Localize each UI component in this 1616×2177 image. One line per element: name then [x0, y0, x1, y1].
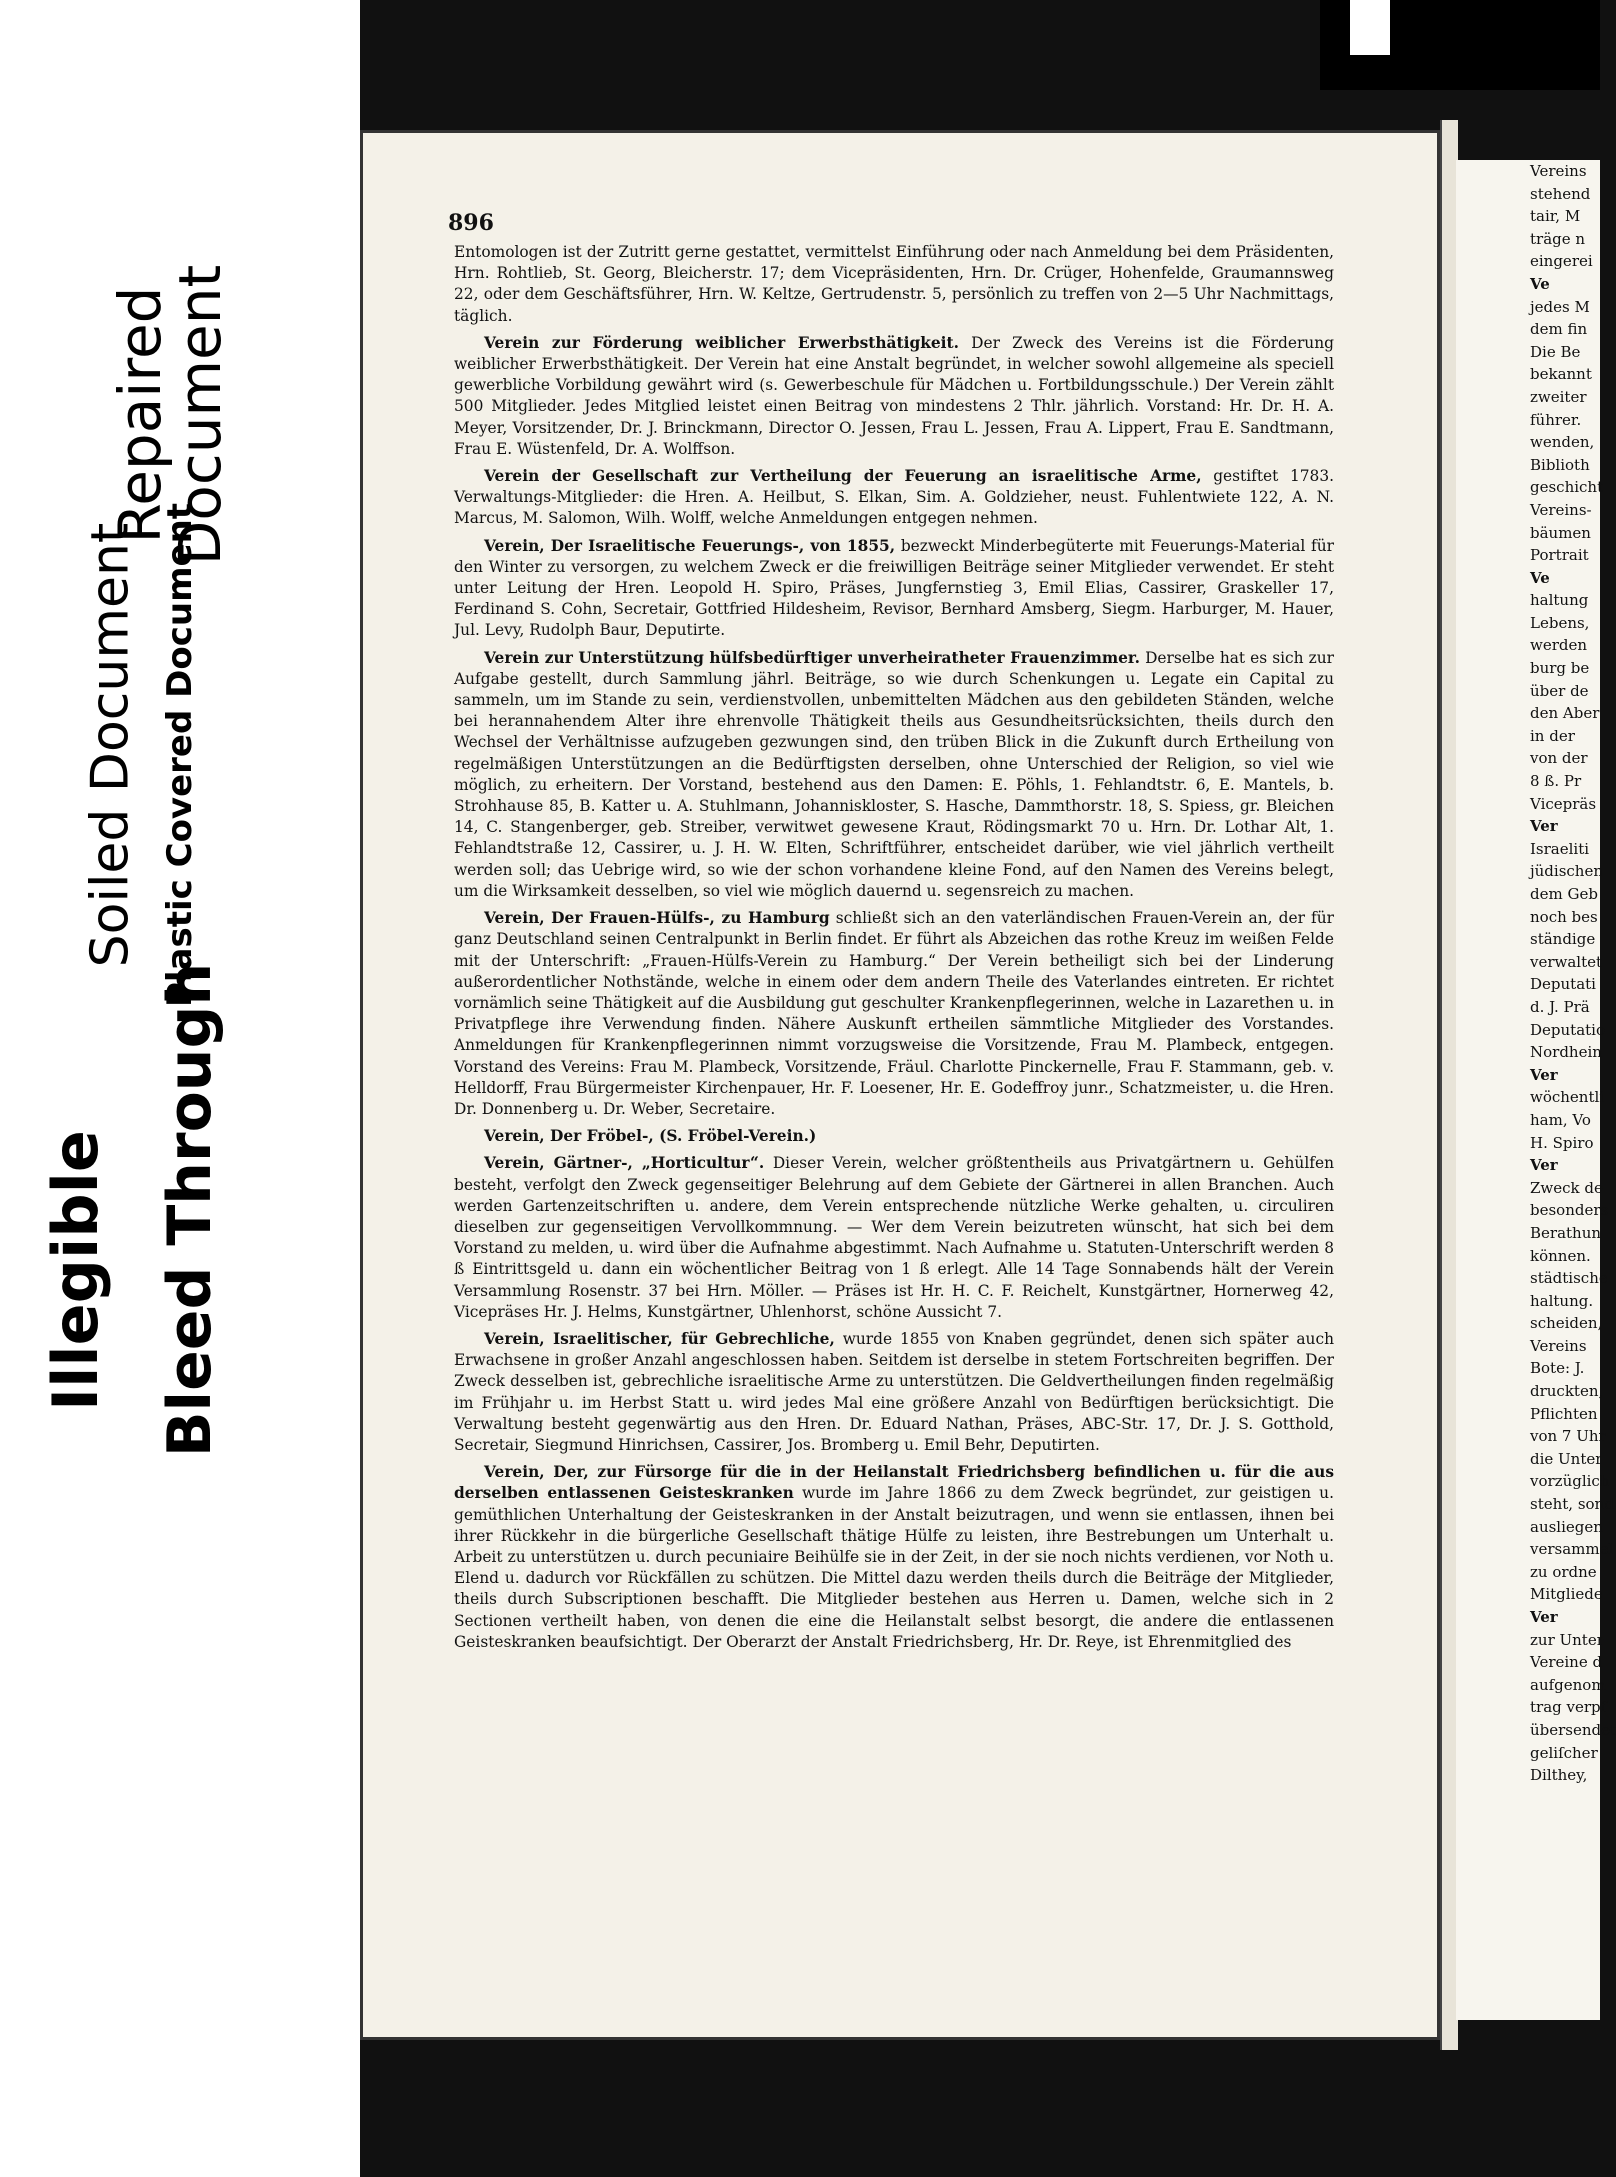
- paragraph-heading: Verein, Der, zur Fürsorge für die in der Heilanstalt Friedrichsberg befindlichen u. für die aus derselben entlassenen Geisteskranken: [454, 1463, 1334, 1503]
- right-page-line: Ve: [1530, 274, 1550, 293]
- right-page-line: bäumen: [1530, 523, 1591, 542]
- right-page-line: 8 ß. Pr: [1530, 772, 1582, 791]
- right-page-line: Vereins-: [1530, 500, 1592, 519]
- paragraph-text: Entomologen ist der Zutritt gerne gestattet, vermittelst Einführung oder nach Anmeldung bei dem Präsidenten, Hrn. Rohtlieb, St. Georg, Bleicherstr. 17; dem Vicepräsidenten, Hrn. Dr. Crüger, Hohenfelde, Graumannsweg 22, oder dem Geschäftsführer, Hrn. W. Keltze, Gertrudenstr. 5, persönlich zu treffen von 2—5 Uhr Nachmittags, täglich.: [454, 243, 1334, 325]
- right-page-line: H. Spiro: [1530, 1133, 1594, 1152]
- right-page-line: Vereins: [1530, 162, 1587, 180]
- paragraph-text: wurde 1855 von Knaben gegründet, denen sich später auch Erwachsene in großer Anzahl angeschlossen haben. Seitdem ist derselbe in stetem Fortschreiten begriffen. Der Zweck desselben ist, gebrechliche israelitische Arme zu unterstützen. Die Geldvertheilungen finden regelmäßig im Frühjahr u. im Herbst Statt u. wird jedes Mal eine größere Anzahl von Bedürftigen berücksichtigt. Die Verwaltung besteht gegenwärtig aus den Hren. Dr. Eduard Nathan, Präses, ABC-Str. 17, Dr. J. S. Gotthold, Secretair, Siegmund Hinrichsen, Cassirer, Jos. Bromberg u. Emil Behr, Deputirten.: [454, 1329, 1335, 1454]
- right-page-line: geliſcher: [1530, 1743, 1598, 1762]
- right-page-line: von der: [1530, 749, 1588, 768]
- right-page-line: Bote: J.: [1530, 1359, 1585, 1378]
- right-page-line: dem Geb: [1530, 885, 1598, 903]
- label-soiled-document: Soiled Document: [80, 522, 141, 968]
- right-page-line: besonders: [1530, 1201, 1609, 1220]
- paragraph: [454, 648, 1334, 902]
- right-page-line: zweiter: [1530, 387, 1587, 406]
- right-page-line: druckten,: [1530, 1382, 1604, 1401]
- right-page-line: Vereins: [1530, 1336, 1587, 1355]
- right-page-line: burg be: [1530, 659, 1590, 678]
- right-page-line: scheiden,: [1530, 1314, 1603, 1333]
- paragraph-heading: Verein, Gärtner-, „Horticultur“.: [484, 1154, 765, 1173]
- right-page-line: zu ordne: [1530, 1562, 1597, 1581]
- right-page-line: Vicepräs: [1530, 794, 1597, 813]
- label-bleed-through: Bleed Through: [155, 962, 226, 1458]
- right-page-line: geschicht: [1530, 478, 1604, 497]
- right-page-line: wöchentli: [1530, 1088, 1605, 1107]
- paragraph-heading: Verein, Der Frauen-Hülfs-, zu Hamburg: [484, 909, 830, 928]
- page-text: [454, 242, 1334, 1659]
- paragraph: [454, 466, 1334, 530]
- paragraph-text: gestiftet 1783. Verwaltungs-Mitglieder: die Hren. A. Heilbut, S. Elkan, Sim. A. Goldzieher, neust. Fuhlentwiete 122, A. N. Marcus, M. Salomon, Wilh. Wolff, welche Anmeldungen entgegen nehmen.: [454, 467, 1335, 528]
- right-page-line: Biblioth: [1530, 455, 1590, 474]
- right-page-line: dem fin: [1530, 320, 1588, 339]
- label-plastic-covered-document: Plastic Covered Document: [160, 502, 201, 1008]
- scan-white-notch: [1350, 0, 1390, 55]
- right-page-line: Berathun: [1530, 1223, 1602, 1242]
- right-page-line: zur Unter: [1530, 1630, 1604, 1649]
- right-page-fragment: [1456, 160, 1616, 2020]
- right-page-line: steht, sond: [1530, 1495, 1614, 1514]
- right-page-line: von 7 Uhr: [1530, 1427, 1606, 1446]
- right-page-line: Portrait: [1530, 546, 1589, 565]
- page-number: 896: [448, 210, 494, 236]
- right-page-line: versammel: [1530, 1540, 1614, 1559]
- paragraph: [454, 242, 1334, 327]
- right-page-line: jüdischen: [1530, 862, 1604, 881]
- paragraph-text: Dieser Verein, welcher größtentheils aus Privatgärtnern u. Gehülfen besteht, verfolgt den Zweck gegenseitiger Belehrung auf dem Gebiete der Gärtnerei in allen Branchen. Auch werden Gartenzeitschriften u. andere, dem Verein entsprechende nützliche Werke gehalten, u. circuliren dieselben zur gegenseitigen Vervollkommnung. — Wer dem Verein beizutreten wünscht, hat sich bei dem Vorstand zu melden, u. wird über die Aufnahme abgestimmt. Nach Aufnahme u. Statuten-Unterschrift werden 8 ß Eintrittsgeld u. dann ein wöchentlicher Beitrag von 1 ß erlegt. Alle 14 Tage Sonnabends hält der Verein Versammlung Rosenstr. 37 bei Hrn. Möller. — Präses ist Hr. H. C. F. Reichelt, Kunstgärtner, Hornerweg 42, Vicepräses Hr. J. Helms, Kunstgärtner, Uhlenhorst, schöne Aussicht 7.: [454, 1154, 1334, 1321]
- right-page-line: eingerei: [1530, 252, 1593, 271]
- paragraph: [454, 1462, 1334, 1653]
- right-page-line: Vereine d: [1530, 1653, 1603, 1672]
- right-page-line: Nordhein: [1530, 1043, 1602, 1062]
- right-page-line: übersendet: [1530, 1720, 1616, 1739]
- right-page-line: verwaltet: [1530, 952, 1603, 971]
- right-page-line: Deputatio: [1530, 1020, 1605, 1039]
- right-page-line: den Aber: [1530, 704, 1600, 723]
- right-page-line: Deputati: [1530, 975, 1596, 994]
- right-page-line: haltung.: [1530, 1291, 1594, 1310]
- right-page-line: bekannt: [1530, 365, 1592, 384]
- paragraph-text: schließt sich an den vaterländischen Frauen-Verein an, der für ganz Deutschland seinen Centralpunkt in Berlin findet. Er führt als Abzeichen das rothe Kreuz im weißen Felde mit der Unterschrift: „Frauen-Hülfs-Verein zu Hamburg.“ Der Verein betheiligt sich bei der Linderung außerordentlicher Nothstände, welche in einem oder dem andern Theile des Vaterlandes eintreten. Er richtet vornämlich seine Thätigkeit auf die Ausbildung gut geschulter Krankenpflegerinnen, welche in Lazarethen u. in Privatpflege ihre Verwendung finden. Nähere Auskunft ertheilen sämmtliche Mitglieder des Vorstandes. Anmeldungen für Krankenpflegerinnen nimmt vorzugsweise die Vorsitzende, Frau M. Plambeck, entgegen. Vorstand des Vereins: Frau M. Plambeck, Vorsitzende, Fräul. Charlotte Pinckernelle, Frau F. Stammann, geb. v. Helldorff, Frau Bürgermeister Kirchenpauer, Hr. F. Loesener, Hr. E. Godeffroy junr., Schatzmeister, u. die Hren. Dr. Donnenberg u. Dr. Weber, Secretaire.: [454, 909, 1334, 1118]
- right-page-line: aufgenom: [1530, 1675, 1606, 1694]
- right-page-line: wenden,: [1530, 433, 1595, 452]
- right-page-line: tair, M: [1530, 207, 1581, 226]
- right-page-line: haltung: [1530, 591, 1589, 610]
- paragraph: [454, 333, 1334, 460]
- paragraph: [454, 1153, 1334, 1323]
- paragraph-heading: Verein, Israelitischer, für Gebrechliche,: [484, 1329, 835, 1348]
- right-page-line: Ve: [1530, 568, 1550, 587]
- paragraph-heading: Verein zur Förderung weiblicher Erwerbsthätigkeit.: [484, 333, 959, 352]
- right-page-line: in der: [1530, 726, 1575, 745]
- document-page: [360, 130, 1440, 2040]
- right-page-line: über de: [1530, 681, 1589, 700]
- right-page-line: werden: [1530, 636, 1588, 655]
- right-page-line: Ver: [1530, 817, 1558, 836]
- right-page-line: Zweck de: [1530, 1178, 1603, 1197]
- label-repaired-document: Repaired Document: [106, 264, 235, 566]
- paragraph-text: wurde im Jahre 1866 zu dem Zweck begründet, zur geistigen u. gemüthlichen Unterhaltung der Geisteskranken in der Anstalt beizutragen, und wenn sie entlassen, ihnen bei ihrer Rückkehr in die bürgerliche Gesellschaft thätige Hülfe zu leisten, ihre Bestrebungen um Unterhalt u. Arbeit zu unterstützen u. durch pecuniaire Beihülfe sie in der Zeit, in der sie noch nichts verdienen, vor Noth u. Elend u. dadurch vor Rückfällen zu schützen. Die Mittel dazu werden theils durch die Beiträge der Mitglieder, theils durch Subscriptionen beschafft. Die Mitglieder bestehen aus Herren u. Damen, welche sich in 2 Sectionen vertheilt haben, von denen die eine die Heilanstalt selbst besorgt, die andere die entlassenen Geisteskranken beaufsichtigt. Der Oberarzt der Anstalt Friedrichsberg, Hr. Dr. Reye, ist Ehrenmitglied des: [454, 1484, 1334, 1651]
- paragraph-heading: Verein zur Unterstützung hülfsbedürftiger unverheiratheter Frauenzimmer.: [484, 648, 1140, 667]
- paragraph: [454, 1126, 1334, 1147]
- right-page-line: führer.: [1530, 410, 1582, 429]
- paragraph-heading: Verein, Der Fröbel-, (S. Fröbel-Verein.): [484, 1127, 817, 1146]
- right-page-line: Ver: [1530, 1156, 1558, 1175]
- right-page-line: Ver: [1530, 1065, 1558, 1084]
- right-page-line: d. J. Prä: [1530, 997, 1590, 1016]
- paragraph-heading: Verein, Der Israelitische Feuerungs-, von 1855,: [484, 536, 896, 555]
- right-page-line: Mitgliede: [1530, 1585, 1603, 1604]
- right-page-line: Israeliti: [1530, 839, 1590, 858]
- right-page-line: jedes M: [1530, 297, 1590, 316]
- label-illegible: Illegible: [38, 1129, 112, 1411]
- right-page-line: Die Be: [1530, 342, 1581, 361]
- right-page-line: die Unter: [1530, 1449, 1603, 1468]
- right-page-line: Dilthey,: [1530, 1766, 1588, 1785]
- paragraph-text: Derselbe hat es sich zur Aufgabe gestellt, durch Sammlung jährl. Beiträge, so wie durch Schenkungen u. Legate ein Capital zu sammeln, um im Stande zu sein, verdienstvollen, unbemittelten Mädchen aus den gebildeten Ständen, welche bei herannahendem Alter ihre ehrenvolle Thätigkeit theils aus Gesundheitsrücksichten, theils durch den Wechsel der Verhältnisse aufzugeben gezwungen sind, den trüben Blick in die Zukunft durch Ertheilung von regelmäßigen Unterstützungen an die Bedürftigsten derselben, ohne Unterschied der Religion, so viel wie möglich, zu erheitern. Der Vorstand, bestehend aus den Damen: E. Pöhls, 1. Fehlandtstr. 6, E. Mantels, b. Strohhause 85, B. Katter u. A. Stuhlmann, Johanniskloster, S. Hasche, Dammthorstr. 18, S. Spiess, gr. Bleichen 14, C. Stangenberger, geb. Streiber, verwitwet gewesene Kraut, Rödingsmarkt 70 u. Hrn. Dr. Lothar Alt, 1. Fehlandtstraße 12, Cassirer, u. J. H. W. Elten, Schriftführer, entscheidet darüber, wie viel jährlich vertheilt werden soll; das Uebrige wird, so wie der schon vorhandene kleine Fond, auf den Namen des Vereins belegt, um die Wirksamkeit desselben, so viel wie möglich dauernd u. segensreich zu machen.: [454, 648, 1334, 900]
- right-page-line: vorzüglich: [1530, 1472, 1610, 1491]
- right-page-line: Pflichten: [1530, 1404, 1598, 1423]
- right-page-line: ständige: [1530, 930, 1596, 949]
- right-page-line: trag verpf: [1530, 1698, 1607, 1717]
- right-page-line: noch bes: [1530, 907, 1598, 926]
- right-page-line: ausliegen: [1530, 1517, 1603, 1536]
- right-page-line: Lebens,: [1530, 613, 1590, 632]
- right-page-line: städtische: [1530, 1269, 1608, 1288]
- paragraph: [454, 1329, 1334, 1456]
- right-page-line: stehend: [1530, 184, 1591, 203]
- paragraph: [454, 536, 1334, 642]
- right-page-line: träge n: [1530, 229, 1586, 248]
- paragraph-text: bezweckt Minderbegüterte mit Feuerungs-Material für den Winter zu versorgen, zu welchem Zweck er die freiwilligen Beiträge seiner Mitglieder verwendet. Er steht unter Leitung der Hren. Leopold H. Spiro, Präses, Jungfernstieg 3, Emil Elias, Cassirer, Graskeller 17, Ferdinand S. Cohn, Secretair, Gottfried Hildesheim, Revisor, Bernhard Amsberg, Siegm. Harburger, M. Hauer, Jul. Levy, Rudolph Baur, Deputirte.: [454, 536, 1334, 640]
- right-page-line: ham, Vo: [1530, 1110, 1591, 1129]
- paragraph: [454, 908, 1334, 1120]
- paragraph-text: Der Zweck des Vereins ist die Förderung weiblicher Erwerbsthätigkeit. Der Verein hat eine Anstalt begründet, in welcher sowohl allgemeine als speciell gewerbliche Vorbildung gewährt wird (s. Gewerbeschule für Mädchen u. Fortbildungsschule.) Der Verein zählt 500 Mitglieder. Jedes Mitglied leistet einen Beitrag von mindestens 2 Thlr. jährlich. Vorstand: Hr. Dr. H. A. Meyer, Vorsitzender, Dr. J. Brinckmann, Director O. Jessen, Frau L. Jessen, Frau A. Lippert, Frau E. Sandtmann, Frau E. Wüstenfeld, Dr. A. Wolffson.: [454, 333, 1334, 458]
- right-page-line: können.: [1530, 1246, 1591, 1265]
- paragraph-heading: Verein der Gesellschaft zur Vertheilung der Feuerung an israelitische Arme,: [484, 467, 1202, 486]
- right-page-line: Ver: [1530, 1608, 1558, 1626]
